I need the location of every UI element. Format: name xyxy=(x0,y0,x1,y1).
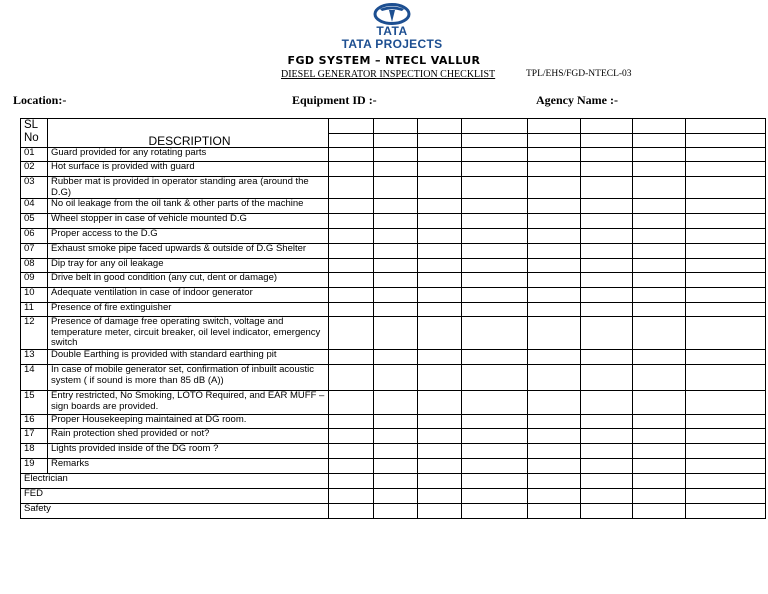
entry-cell[interactable] xyxy=(528,303,581,317)
entry-cell[interactable] xyxy=(418,288,462,303)
entry-cell[interactable] xyxy=(462,259,528,273)
table-row xyxy=(21,350,766,365)
entry-cell[interactable] xyxy=(462,273,528,288)
entry-cell[interactable] xyxy=(633,303,686,317)
entry-cell[interactable] xyxy=(686,444,766,459)
entry-cell[interactable] xyxy=(581,229,633,244)
entry-cell[interactable] xyxy=(686,199,766,214)
entry-cell[interactable] xyxy=(418,148,462,162)
entry-cell[interactable] xyxy=(329,444,374,459)
entry-cell[interactable] xyxy=(418,162,462,177)
entry-cell[interactable] xyxy=(528,444,581,459)
entry-cell[interactable] xyxy=(462,459,528,474)
signature-role: Safety xyxy=(21,504,329,519)
entry-cell[interactable] xyxy=(329,365,374,391)
entry-cell[interactable] xyxy=(329,148,374,162)
entry-cell[interactable] xyxy=(633,229,686,244)
table-row xyxy=(21,199,766,214)
item-description: Proper Housekeeping maintained at DG room. xyxy=(48,415,329,429)
table-row xyxy=(21,429,766,444)
entry-cell[interactable] xyxy=(686,489,766,504)
entry-cell[interactable] xyxy=(374,273,418,288)
entry-cell[interactable] xyxy=(374,214,418,229)
entry-cell[interactable] xyxy=(633,259,686,273)
entry-cell[interactable] xyxy=(528,415,581,429)
entry-cell[interactable] xyxy=(418,214,462,229)
item-description: Lights provided inside of the DG room ? xyxy=(48,444,329,459)
entry-cell[interactable] xyxy=(374,162,418,177)
entry-cell[interactable] xyxy=(462,229,528,244)
entry-cell[interactable] xyxy=(528,244,581,259)
blank-header-cell xyxy=(581,119,633,134)
item-number: 08 xyxy=(21,259,48,273)
entry-cell[interactable] xyxy=(374,259,418,273)
description-header: DESCRIPTION xyxy=(48,119,329,148)
entry-cell[interactable] xyxy=(633,489,686,504)
blank-header-cell xyxy=(528,119,581,134)
entry-cell[interactable] xyxy=(329,489,374,504)
entry-cell[interactable] xyxy=(462,350,528,365)
entry-cell[interactable] xyxy=(329,288,374,303)
entry-cell[interactable] xyxy=(528,365,581,391)
entry-cell[interactable] xyxy=(528,429,581,444)
entry-cell[interactable] xyxy=(528,229,581,244)
item-number: 18 xyxy=(21,444,48,459)
entry-cell[interactable] xyxy=(329,317,374,350)
logo-brand-tata: TATA xyxy=(376,24,408,38)
entry-cell[interactable] xyxy=(462,288,528,303)
inspection-checklist-table xyxy=(20,118,766,519)
entry-cell[interactable] xyxy=(686,350,766,365)
entry-cell[interactable] xyxy=(462,504,528,519)
item-number: 03 xyxy=(21,177,48,199)
entry-cell[interactable] xyxy=(418,489,462,504)
entry-cell[interactable] xyxy=(581,273,633,288)
entry-cell[interactable] xyxy=(462,244,528,259)
entry-cell[interactable] xyxy=(418,459,462,474)
item-number: 17 xyxy=(21,429,48,444)
table-row xyxy=(21,317,766,350)
entry-cell[interactable] xyxy=(329,229,374,244)
entry-cell[interactable] xyxy=(329,391,374,415)
table-row xyxy=(21,177,766,199)
item-description: Rain protection shed provided or not? xyxy=(48,429,329,444)
entry-cell[interactable] xyxy=(329,459,374,474)
entry-cell[interactable] xyxy=(581,199,633,214)
entry-cell[interactable] xyxy=(528,459,581,474)
entry-cell[interactable] xyxy=(633,177,686,199)
entry-cell[interactable] xyxy=(633,391,686,415)
entry-cell[interactable] xyxy=(581,259,633,273)
sl-no-header: SL No xyxy=(21,119,48,148)
entry-cell[interactable] xyxy=(633,317,686,350)
entry-cell[interactable] xyxy=(329,429,374,444)
item-description: Presence of fire extinguisher xyxy=(48,303,329,317)
entry-cell[interactable] xyxy=(686,459,766,474)
table-row xyxy=(21,391,766,415)
entry-cell[interactable] xyxy=(374,317,418,350)
entry-cell[interactable] xyxy=(374,350,418,365)
entry-cell[interactable] xyxy=(581,391,633,415)
entry-cell[interactable] xyxy=(686,415,766,429)
entry-cell[interactable] xyxy=(633,429,686,444)
blank-header-cell xyxy=(686,134,766,148)
entry-cell[interactable] xyxy=(329,474,374,489)
item-number: 13 xyxy=(21,350,48,365)
entry-cell[interactable] xyxy=(329,177,374,199)
blank-header-cell xyxy=(581,134,633,148)
entry-cell[interactable] xyxy=(374,391,418,415)
entry-cell[interactable] xyxy=(329,199,374,214)
blank-header-cell xyxy=(462,134,528,148)
entry-cell[interactable] xyxy=(581,474,633,489)
entry-cell[interactable] xyxy=(581,288,633,303)
entry-cell[interactable] xyxy=(418,415,462,429)
entry-cell[interactable] xyxy=(374,303,418,317)
item-number: 04 xyxy=(21,199,48,214)
entry-cell[interactable] xyxy=(418,317,462,350)
item-number: 02 xyxy=(21,162,48,177)
entry-cell[interactable] xyxy=(329,162,374,177)
table-row xyxy=(21,162,766,177)
entry-cell[interactable] xyxy=(633,244,686,259)
table-row xyxy=(21,259,766,273)
entry-cell[interactable] xyxy=(528,350,581,365)
entry-cell[interactable] xyxy=(686,317,766,350)
entry-cell[interactable] xyxy=(528,288,581,303)
entry-cell[interactable] xyxy=(686,244,766,259)
entry-cell[interactable] xyxy=(374,444,418,459)
entry-cell[interactable] xyxy=(462,391,528,415)
item-number: 09 xyxy=(21,273,48,288)
signature-row xyxy=(21,474,766,489)
item-number: 07 xyxy=(21,244,48,259)
entry-cell[interactable] xyxy=(686,162,766,177)
entry-cell[interactable] xyxy=(418,504,462,519)
entry-cell[interactable] xyxy=(462,214,528,229)
item-description: Drive belt in good condition (any cut, dent or damage) xyxy=(48,273,329,288)
equipment-id-field-label: Equipment ID :- xyxy=(292,93,377,107)
entry-cell[interactable] xyxy=(686,429,766,444)
entry-cell[interactable] xyxy=(528,162,581,177)
blank-header-cell xyxy=(528,134,581,148)
item-description: Proper access to the D.G xyxy=(48,229,329,244)
entry-cell[interactable] xyxy=(686,288,766,303)
entry-cell[interactable] xyxy=(462,444,528,459)
entry-cell[interactable] xyxy=(686,273,766,288)
entry-cell[interactable] xyxy=(329,415,374,429)
item-description: No oil leakage from the oil tank & other parts of the machine xyxy=(48,199,329,214)
item-number: 19 xyxy=(21,459,48,474)
item-description: In case of mobile generator set, confirmation of inbuilt acoustic system ( if sound is more than 85 dB (A)) xyxy=(48,365,329,391)
logo-brand-tata-projects: TATA PROJECTS xyxy=(341,37,443,51)
entry-cell[interactable] xyxy=(418,474,462,489)
entry-cell[interactable] xyxy=(418,244,462,259)
entry-cell[interactable] xyxy=(528,317,581,350)
entry-cell[interactable] xyxy=(528,177,581,199)
entry-cell[interactable] xyxy=(633,273,686,288)
entry-cell[interactable] xyxy=(633,504,686,519)
entry-cell[interactable] xyxy=(686,214,766,229)
entry-cell[interactable] xyxy=(581,244,633,259)
entry-cell[interactable] xyxy=(581,214,633,229)
entry-cell[interactable] xyxy=(418,429,462,444)
table-row xyxy=(21,273,766,288)
item-number: 14 xyxy=(21,365,48,391)
entry-cell[interactable] xyxy=(418,259,462,273)
entry-cell[interactable] xyxy=(418,199,462,214)
entry-cell[interactable] xyxy=(528,214,581,229)
entry-cell[interactable] xyxy=(633,474,686,489)
entry-cell[interactable] xyxy=(329,350,374,365)
entry-cell[interactable] xyxy=(462,415,528,429)
blank-header-cell xyxy=(418,134,462,148)
item-description: Entry restricted, No Smoking, LOTO Required, and EAR MUFF – sign boards are provided. xyxy=(48,391,329,415)
entry-cell[interactable] xyxy=(581,365,633,391)
item-description: Rubber mat is provided in operator standing area (around the D.G) xyxy=(48,177,329,199)
table-row xyxy=(21,288,766,303)
entry-cell[interactable] xyxy=(686,474,766,489)
signature-role: FED xyxy=(21,489,329,504)
item-description: Presence of damage free operating switch, voltage and temperature meter, circuit breaker, oil level indicator, emergency switch xyxy=(48,317,329,350)
entry-cell[interactable] xyxy=(329,244,374,259)
entry-cell[interactable] xyxy=(686,303,766,317)
entry-cell[interactable] xyxy=(462,148,528,162)
table-row xyxy=(21,459,766,474)
blank-header-cell xyxy=(329,119,374,134)
entry-cell[interactable] xyxy=(462,474,528,489)
entry-cell[interactable] xyxy=(581,489,633,504)
entry-cell[interactable] xyxy=(374,244,418,259)
table-row xyxy=(21,444,766,459)
item-description: Remarks xyxy=(48,459,329,474)
entry-cell[interactable] xyxy=(633,162,686,177)
document-title: FGD SYSTEM – NTECL VALLUR xyxy=(287,54,481,67)
blank-header-cell xyxy=(462,119,528,134)
entry-cell[interactable] xyxy=(418,350,462,365)
blank-header-cell xyxy=(374,134,418,148)
entry-cell[interactable] xyxy=(374,177,418,199)
table-row xyxy=(21,229,766,244)
entry-cell[interactable] xyxy=(633,350,686,365)
entry-cell[interactable] xyxy=(528,391,581,415)
entry-cell[interactable] xyxy=(633,148,686,162)
entry-cell[interactable] xyxy=(528,199,581,214)
item-description: Double Earthing is provided with standard earthing pit xyxy=(48,350,329,365)
entry-cell[interactable] xyxy=(581,459,633,474)
item-number: 12 xyxy=(21,317,48,350)
entry-cell[interactable] xyxy=(374,504,418,519)
entry-cell[interactable] xyxy=(418,229,462,244)
entry-cell[interactable] xyxy=(528,259,581,273)
item-description: Guard provided for any rotating parts xyxy=(48,148,329,162)
blank-header-cell xyxy=(329,134,374,148)
entry-cell[interactable] xyxy=(374,415,418,429)
item-description: Adequate ventilation in case of indoor generator xyxy=(48,288,329,303)
item-number: 11 xyxy=(21,303,48,317)
checklist-subtitle: DIESEL GENERATOR INSPECTION CHECKLIST xyxy=(281,69,496,80)
entry-cell[interactable] xyxy=(686,229,766,244)
tata-projects-logo xyxy=(330,3,454,51)
entry-cell[interactable] xyxy=(633,365,686,391)
blank-header-cell xyxy=(374,119,418,134)
entry-cell[interactable] xyxy=(528,273,581,288)
entry-cell[interactable] xyxy=(329,303,374,317)
item-description: Wheel stopper in case of vehicle mounted D.G xyxy=(48,214,329,229)
blank-header-cell xyxy=(633,134,686,148)
entry-cell[interactable] xyxy=(581,317,633,350)
entry-cell[interactable] xyxy=(462,303,528,317)
entry-cell[interactable] xyxy=(418,365,462,391)
location-field-label: Location:- xyxy=(13,93,67,107)
entry-cell[interactable] xyxy=(633,444,686,459)
entry-cell[interactable] xyxy=(329,504,374,519)
entry-cell[interactable] xyxy=(374,365,418,391)
entry-cell[interactable] xyxy=(528,474,581,489)
blank-header-cell xyxy=(686,119,766,134)
entry-cell[interactable] xyxy=(418,273,462,288)
item-number: 06 xyxy=(21,229,48,244)
entry-cell[interactable] xyxy=(581,148,633,162)
entry-cell[interactable] xyxy=(462,429,528,444)
table-row xyxy=(21,415,766,429)
entry-cell[interactable] xyxy=(686,177,766,199)
entry-cell[interactable] xyxy=(374,459,418,474)
item-description: Exhaust smoke pipe faced upwards & outside of D.G Shelter xyxy=(48,244,329,259)
item-description: Hot surface is provided with guard xyxy=(48,162,329,177)
entry-cell[interactable] xyxy=(633,199,686,214)
table-row xyxy=(21,148,766,162)
document-reference: TPL/EHS/FGD-NTECL-03 xyxy=(526,69,632,79)
item-number: 10 xyxy=(21,288,48,303)
entry-cell[interactable] xyxy=(633,214,686,229)
entry-cell[interactable] xyxy=(686,365,766,391)
blank-header-cell xyxy=(418,119,462,134)
entry-cell[interactable] xyxy=(528,148,581,162)
table-row xyxy=(21,365,766,391)
entry-cell[interactable] xyxy=(418,177,462,199)
entry-cell[interactable] xyxy=(581,162,633,177)
entry-cell[interactable] xyxy=(374,429,418,444)
item-number: 05 xyxy=(21,214,48,229)
entry-cell[interactable] xyxy=(633,459,686,474)
table-row xyxy=(21,244,766,259)
table-header-row xyxy=(21,119,766,134)
entry-cell[interactable] xyxy=(686,391,766,415)
entry-cell[interactable] xyxy=(462,162,528,177)
entry-cell[interactable] xyxy=(329,214,374,229)
table-row xyxy=(21,303,766,317)
entry-cell[interactable] xyxy=(581,504,633,519)
entry-cell[interactable] xyxy=(633,415,686,429)
table-row xyxy=(21,214,766,229)
item-description: Dip tray for any oil leakage xyxy=(48,259,329,273)
entry-cell[interactable] xyxy=(462,199,528,214)
signature-row xyxy=(21,504,766,519)
tata-emblem-icon xyxy=(372,3,412,25)
entry-cell[interactable] xyxy=(374,148,418,162)
signature-role: Electrician xyxy=(21,474,329,489)
item-number: 15 xyxy=(21,391,48,415)
entry-cell[interactable] xyxy=(374,288,418,303)
entry-cell[interactable] xyxy=(462,489,528,504)
entry-cell[interactable] xyxy=(374,199,418,214)
entry-cell[interactable] xyxy=(528,504,581,519)
entry-cell[interactable] xyxy=(418,444,462,459)
entry-cell[interactable] xyxy=(581,177,633,199)
agency-name-field-label: Agency Name :- xyxy=(536,93,618,107)
entry-cell[interactable] xyxy=(581,415,633,429)
entry-cell[interactable] xyxy=(581,429,633,444)
entry-cell[interactable] xyxy=(581,303,633,317)
entry-cell[interactable] xyxy=(686,148,766,162)
entry-cell[interactable] xyxy=(581,350,633,365)
entry-cell[interactable] xyxy=(686,259,766,273)
entry-cell[interactable] xyxy=(329,273,374,288)
item-number: 16 xyxy=(21,415,48,429)
entry-cell[interactable] xyxy=(418,391,462,415)
entry-cell[interactable] xyxy=(374,474,418,489)
entry-cell[interactable] xyxy=(462,177,528,199)
checklist-body xyxy=(21,119,766,519)
entry-cell[interactable] xyxy=(528,489,581,504)
entry-cell[interactable] xyxy=(329,259,374,273)
blank-header-cell xyxy=(633,119,686,134)
entry-cell[interactable] xyxy=(374,489,418,504)
entry-cell[interactable] xyxy=(462,317,528,350)
entry-cell[interactable] xyxy=(418,303,462,317)
item-number: 01 xyxy=(21,148,48,162)
entry-cell[interactable] xyxy=(633,288,686,303)
entry-cell[interactable] xyxy=(686,504,766,519)
entry-cell[interactable] xyxy=(462,365,528,391)
signature-row xyxy=(21,489,766,504)
entry-cell[interactable] xyxy=(374,229,418,244)
entry-cell[interactable] xyxy=(581,444,633,459)
